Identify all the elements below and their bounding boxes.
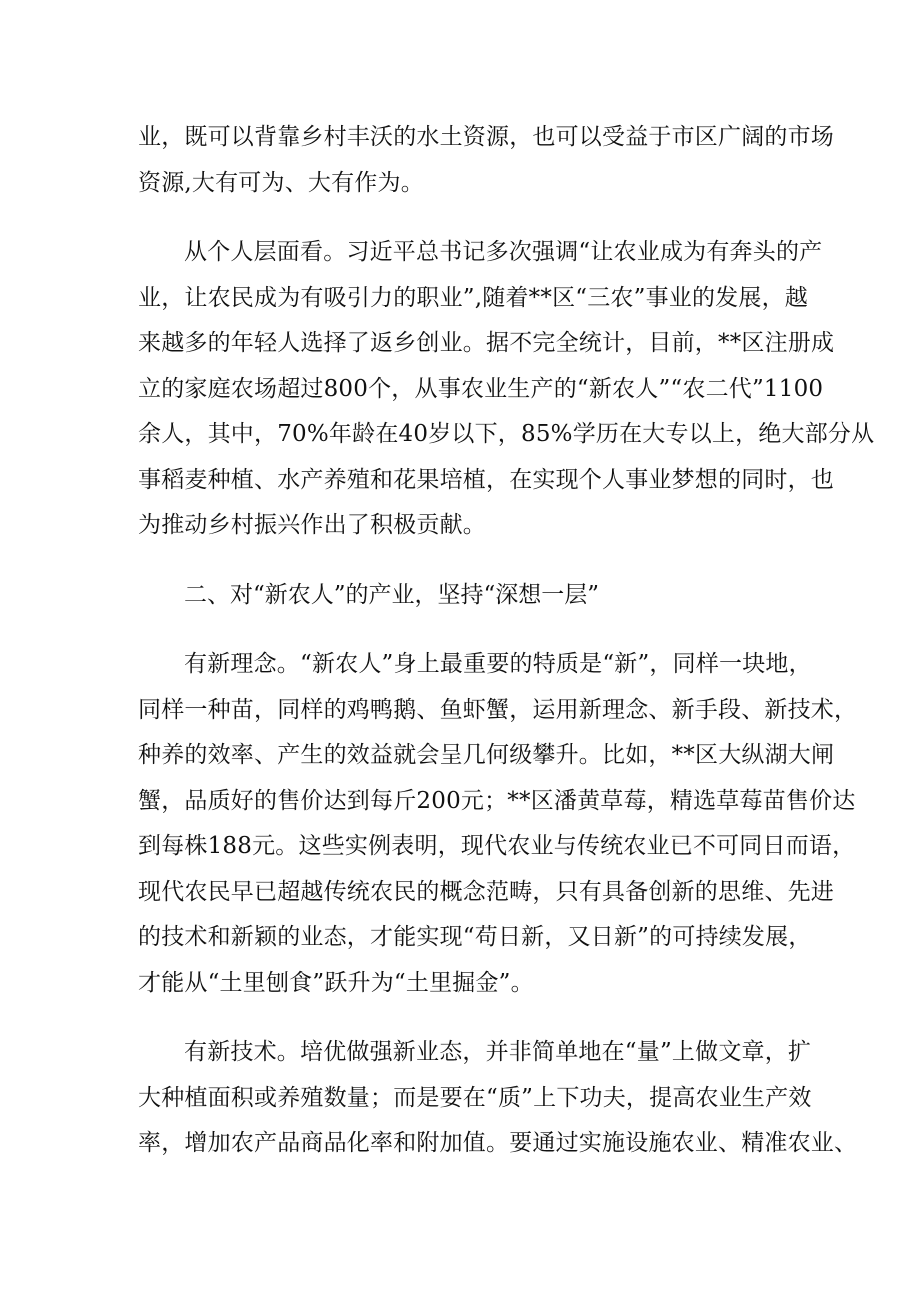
text-line: 同样一种苗，同样的鸡鸭鹅、鱼虾蟹，运用新理念、新手段、新技术， [138,696,858,723]
text-line: 从个人层面看。习近平总书记多次强调“让农业成为有奔头的产 [184,239,823,265]
section-heading-text: 二、对“新农人”的产业，坚持“深想一层” [184,581,600,608]
paragraph-new-technology [138,1030,858,1167]
text-line: 蟹，品质好的售价达到每斤200元；**区潘黄草莓，精选草莓苗售价达 [138,787,856,814]
text-line: 来越多的年轻人选择了返乡创业。据不完全统计，目前，**区注册成 [138,330,835,356]
text-line: 到每株188元。这些实例表明，现代农业与传统农业已不可同日而语， [138,833,856,859]
document-body [138,115,875,1167]
paragraph-personal-level [138,230,875,549]
text-line: 有新技术。培优做强新业态，并非简单地在“量”上做文章，扩 [184,1039,812,1065]
text-line: 为推动乡村振兴作出了积极贡献。 [138,512,486,538]
text-line: 率，增加农产品商品化率和附加值。要通过实施设施农业、精准农业、 [138,1130,858,1156]
text-line: 大种植面积或养殖数量；而是要在“质”上下功夫，提高农业生产效 [138,1084,812,1111]
text-line: 才能从“土里刨食”跃升为“土里掘金”。 [138,969,534,996]
text-line: 资源,大有可为、大有作为。 [138,169,424,196]
text-line: 有新理念。“新农人”身上最重要的特质是“新”，同样一块地， [184,651,812,677]
text-line: 余人，其中，70%年龄在40岁以下，85%学历在大专以上，绝大部分从 [138,421,875,447]
text-line: 种养的效率、产生的效益就会呈几何级攀升。比如，**区大纵湖大闸 [138,742,835,768]
text-line: 业，既可以背靠乡村丰沃的水土资源，也可以受益于市区广阔的市场 [138,124,834,150]
text-line: 业，让农民成为有吸引力的职业”,随着**区“三农”事业的发展，越 [138,284,808,311]
text-line: 现代农民早已超越传统农民的概念范畴，只有具备创新的思维、先进 [138,878,834,905]
text-line: 事稻麦种植、水产养殖和花果培植，在实现个人事业梦想的同时，也 [138,466,834,493]
text-line: 的技术和新颖的业态，才能实现“苟日新，又日新”的可持续发展， [138,924,812,950]
section-heading [138,573,798,619]
paragraph-continuation [138,115,834,206]
paragraph-new-concepts [138,642,858,1006]
text-line: 立的家庭农场超过800个，从事农业生产的“新农人”“农二代”1100 [138,375,824,402]
